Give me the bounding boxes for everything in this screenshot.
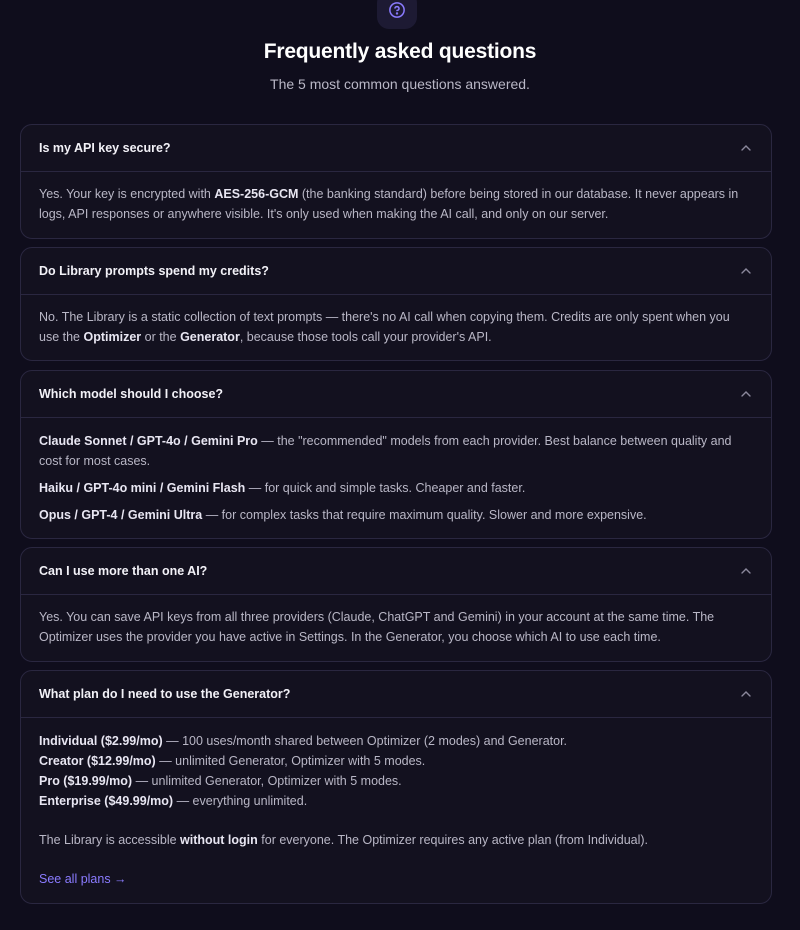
model-names: Haiku / GPT-4o mini / Gemini Flash xyxy=(39,481,246,495)
answer-emphasis: Optimizer xyxy=(83,330,142,344)
model-tier-line xyxy=(39,431,753,471)
model-names: Opus / GPT-4 / Gemini Ultra xyxy=(39,508,203,522)
answer-text: for everyone. The Optimizer requires any active plan (from Individual). xyxy=(257,833,649,847)
answer-text: — for complex tasks that require maximum quality. Slower and more expensive. xyxy=(202,508,647,522)
faq-question-toggle[interactable] xyxy=(21,248,771,295)
faq-question-toggle[interactable] xyxy=(21,548,771,595)
faq-item-plans xyxy=(20,670,772,904)
chevron-up-icon xyxy=(739,387,753,401)
answer-text: — unlimited Generator, Optimizer with 5 modes. xyxy=(155,754,426,768)
faq-badge xyxy=(377,0,417,29)
plan-line xyxy=(39,751,753,771)
question-circle-icon xyxy=(388,1,406,19)
plan-line xyxy=(39,791,753,811)
faq-answer xyxy=(21,295,771,347)
plan-line xyxy=(39,731,753,751)
answer-text: or the xyxy=(141,330,181,344)
model-tier-line xyxy=(39,505,753,525)
faq-item-library-credits xyxy=(20,247,772,361)
faq-item-model-choice xyxy=(20,370,772,539)
faq-question: Is my API key secure? xyxy=(39,141,171,155)
answer-text: — 100 uses/month shared between Optimizer (2 modes) and Generator. xyxy=(162,734,568,748)
answer-text: — unlimited Generator, Optimizer with 5 modes. xyxy=(132,774,402,788)
answer-text: Yes. Your key is encrypted with xyxy=(39,187,215,201)
answer-emphasis: AES-256-GCM xyxy=(214,187,299,201)
model-tier-line xyxy=(39,478,753,498)
answer-text: — for quick and simple tasks. Cheaper and faster. xyxy=(245,481,526,495)
answer-emphasis: Generator xyxy=(180,330,240,344)
model-names: Claude Sonnet / GPT-4o / Gemini Pro xyxy=(39,434,258,448)
page-title: Frequently asked questions xyxy=(263,40,537,63)
faq-question-toggle[interactable] xyxy=(21,671,771,718)
faq-answer xyxy=(21,718,771,889)
answer-text: The Library is accessible xyxy=(39,833,181,847)
plan-line xyxy=(39,771,753,791)
access-note xyxy=(39,830,753,850)
faq-answer xyxy=(21,172,771,224)
answer-text: (the banking standard) before being stored in our database. It never appears in logs, API responses or anywhere visible. It's only used when making the AI call, and only on our server. xyxy=(39,187,739,221)
answer-text: , because those tools call your provider's API. xyxy=(239,330,492,344)
answer-emphasis: without login xyxy=(180,833,258,847)
faq-question: What plan do I need to use the Generator? xyxy=(39,687,291,701)
faq-question: Do Library prompts spend my credits? xyxy=(39,264,269,278)
plan-name: Enterprise ($49.99/mo) xyxy=(39,794,174,808)
faq-question-toggle[interactable] xyxy=(21,371,771,418)
faq-question: Which model should I choose? xyxy=(39,387,224,401)
answer-text: — the "recommended" models from each provider. Best balance between quality and cost for most cases. xyxy=(39,434,732,468)
faq-question-toggle[interactable] xyxy=(21,125,771,172)
chevron-up-icon xyxy=(739,564,753,578)
chevron-up-icon xyxy=(739,141,753,155)
faq-answer xyxy=(21,418,771,525)
see-all-plans-link[interactable]: See all plans → xyxy=(39,872,127,886)
answer-text: — everything unlimited. xyxy=(173,794,308,808)
plan-name: Pro ($19.99/mo) xyxy=(39,774,133,788)
faq-item-api-key xyxy=(20,124,772,239)
faq-item-multiple-ai xyxy=(20,547,772,662)
answer-text: Yes. You can save API keys from all three providers (Claude, ChatGPT and Gemini) in your account at the same time. The Optimizer uses the provider you have active in Settings. In the Generator, you choose which AI to use each time. xyxy=(39,610,715,644)
answer-text: No. The Library is a static collection of text prompts — there's no AI call when copying them. Credits are only spent when you use the xyxy=(39,310,730,344)
faq-question: Can I use more than one AI? xyxy=(39,564,208,578)
chevron-up-icon xyxy=(739,264,753,278)
plan-name: Creator ($12.99/mo) xyxy=(39,754,156,768)
plan-name: Individual ($2.99/mo) xyxy=(39,734,163,748)
chevron-up-icon xyxy=(739,687,753,701)
faq-answer xyxy=(21,595,771,647)
page-subtitle: The 5 most common questions answered. xyxy=(270,76,530,92)
